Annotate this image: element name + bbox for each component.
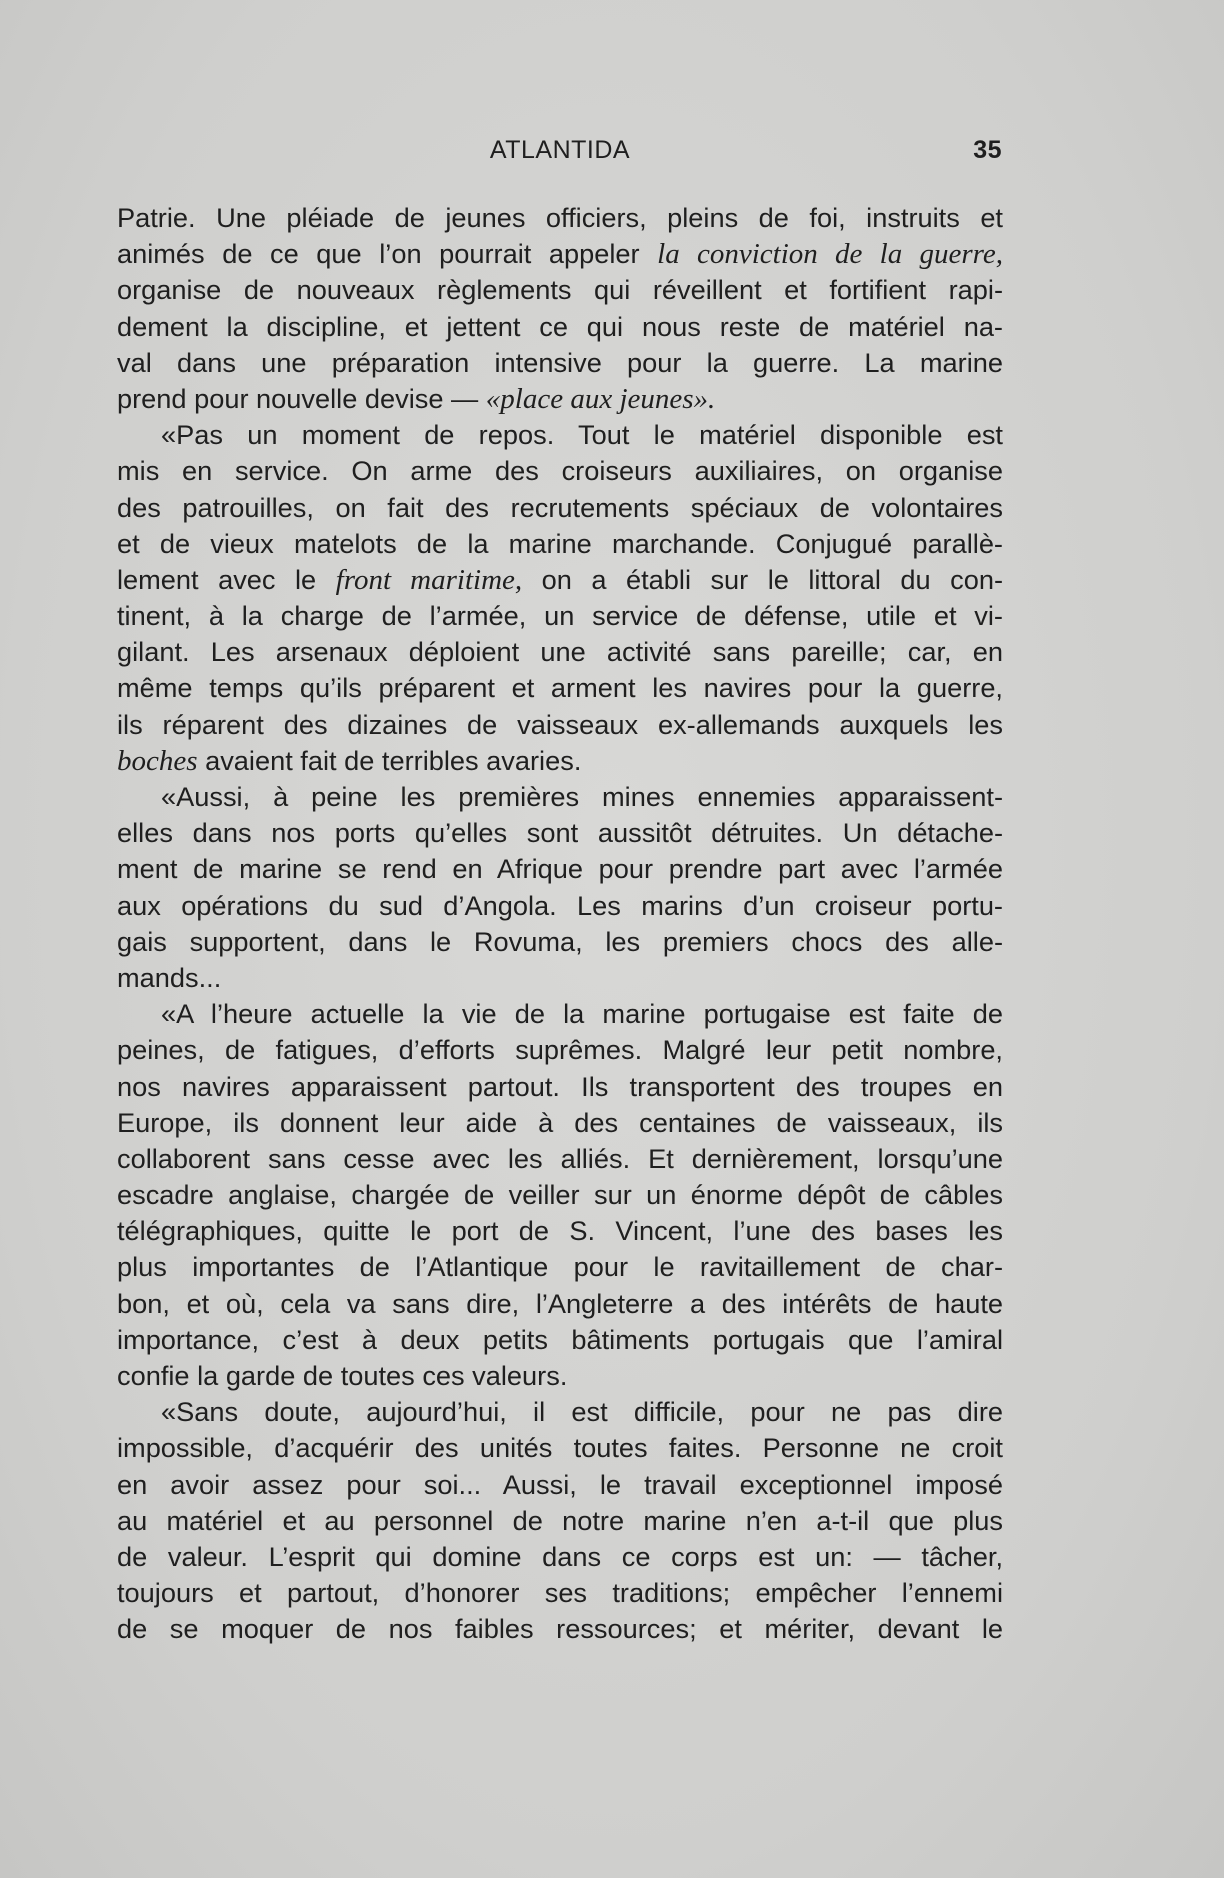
text-line: confie la garde de toutes ces valeurs.	[117, 1360, 568, 1391]
running-title: ATLANTIDA	[489, 136, 631, 164]
text-line: ils réparent des dizaines de vaisseaux ex-allemands auxquels les	[117, 708, 1003, 740]
text-line	[117, 236, 1003, 272]
text-line: val dans une préparation intensive pour la guerre. La marine	[117, 346, 1003, 378]
text-line: plus importantes de l’Atlantique pour le ravitaillement de char-	[117, 1251, 1003, 1283]
text-line: escadre anglaise, chargée de veiller sur un énorme dépôt de câbles	[117, 1179, 1003, 1211]
text-line: en avoir assez pour soi... Aussi, le travail exceptionnel imposé	[117, 1468, 1003, 1500]
text-line: impossible, d’acquérir des unités toutes faites. Personne ne croit	[117, 1432, 1003, 1464]
text-line	[117, 562, 1003, 598]
text-line: «A l’heure actuelle la vie de la marine portugaise est faite de	[161, 998, 1003, 1030]
text-run: prend pour nouvelle devise —	[117, 382, 486, 414]
text-line: gais supportent, dans le Rovuma, les premiers chocs des alle-	[117, 925, 1003, 957]
text-line: dement la discipline, et jettent ce qui nous reste de matériel na-	[117, 310, 1003, 342]
text-line	[117, 743, 1003, 779]
text-line: des patrouilles, on fait des recrutements spéciaux de volontaires	[117, 491, 1003, 523]
text-line: de valeur. L’esprit qui domine dans ce corps est un: — tâcher,	[117, 1540, 1003, 1572]
text-run: lement avec le	[117, 563, 336, 595]
body-text	[117, 200, 1003, 1648]
text-line: et de vieux matelots de la marine marchande. Conjugué parallè-	[117, 527, 1003, 559]
text-line: de se moquer de nos faibles ressources; et mériter, devant le	[117, 1613, 1003, 1645]
text-line	[117, 381, 1003, 417]
text-line: télégraphiques, quitte le port de S. Vincent, l’une des bases les	[117, 1215, 1003, 1247]
text-line: peines, de fatigues, d’efforts suprêmes. Malgré leur petit nombre,	[117, 1034, 1003, 1066]
text-line: collaborent sans cesse avec les alliés. Et dernièrement, lorsqu’une	[117, 1142, 1003, 1174]
text-line: Europe, ils donnent leur aide à des centaines de vaisseaux, ils	[117, 1106, 1003, 1138]
text-line: Patrie. Une pléiade de jeunes officiers, pleins de foi, instruits et	[117, 202, 1003, 233]
page-number: 35	[973, 136, 1002, 164]
italic-phrase: front maritime,	[335, 563, 523, 596]
text-line: au matériel et au personnel de notre marine n’en a-t-il que plus	[117, 1504, 1003, 1536]
text-line: elles dans nos ports qu’elles sont aussitôt détruites. Un détache-	[117, 817, 1003, 849]
text-run: avaient fait de terribles avaries.	[197, 744, 582, 776]
text-line: importance, c’est à deux petits bâtiments portugais que l’amiral	[117, 1323, 1003, 1355]
text-line: toujours et partout, d’honorer ses traditions; empêcher l’ennemi	[117, 1577, 1003, 1609]
text-line: gilant. Les arsenaux déploient une activité sans pareille; car, en	[117, 636, 1003, 668]
text-line: organise de nouveaux règlements qui réveillent et fortifient rapi-	[117, 274, 1003, 306]
text-line: même temps qu’ils préparent et arment les navires pour la guerre,	[117, 672, 1003, 704]
text-line: «Sans doute, aujourd’hui, il est difficile, pour ne pas dire	[161, 1396, 1003, 1428]
italic-phrase: «place aux jeunes».	[485, 382, 716, 415]
text-line: mis en service. On arme des croiseurs auxiliaires, on organise	[117, 455, 1003, 487]
text-line: «Aussi, à peine les premières mines ennemies apparaissent-	[161, 781, 1003, 812]
text-line: tinent, à la charge de l’armée, un service de défense, utile et vi-	[117, 600, 1003, 632]
text-run: animés de ce que l’on pourrait appeler	[117, 238, 658, 270]
running-head	[118, 136, 1002, 172]
text-line: bon, et où, cela va sans dire, l’Angleterre a des intérêts de haute	[117, 1287, 1003, 1319]
italic-phrase: la conviction de la guerre,	[657, 238, 1003, 271]
text-line: mands...	[117, 961, 222, 993]
text-run: on a établi sur le littoral du con-	[522, 563, 1003, 595]
text-line: aux opérations du sud d’Angola. Les marins d’un croiseur portu-	[117, 889, 1003, 921]
italic-phrase: boches	[117, 744, 198, 777]
text-line: ment de marine se rend en Afrique pour prendre part avec l’armée	[117, 853, 1003, 885]
text-line: «Pas un moment de repos. Tout le matériel disponible est	[161, 419, 1003, 451]
text-line: nos navires apparaissent partout. Ils transportent des troupes en	[117, 1070, 1003, 1102]
